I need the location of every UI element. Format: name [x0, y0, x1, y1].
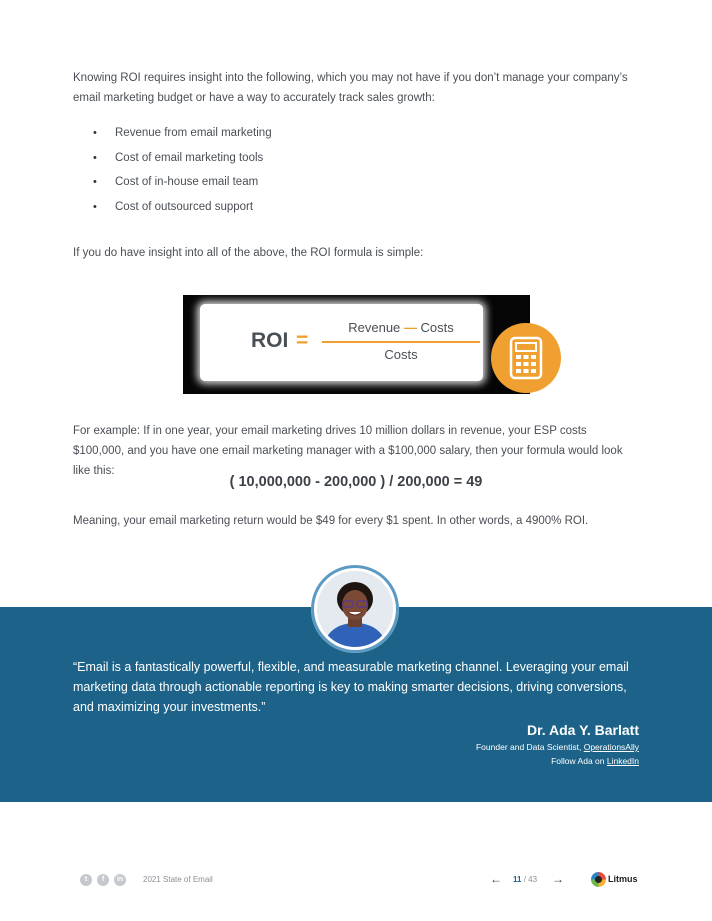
avatar: [317, 571, 393, 647]
page-separator: /: [521, 875, 529, 884]
roi-numerator-revenue: Revenue: [348, 320, 401, 335]
roi-denominator: Costs: [384, 347, 418, 362]
roi-equals-sign: =: [296, 329, 309, 352]
litmus-logo-text: Litmus: [608, 874, 638, 884]
follow-line: [551, 756, 639, 766]
document-title: 2021 State of Email: [143, 875, 213, 884]
roi-minus-sign: —: [403, 320, 417, 335]
roi-calculation: ( 10,000,000 - 200,000 ) / 200,000 = 49: [229, 474, 483, 490]
intro-paragraph: Knowing ROI requires insight into the following, which you may not have if you don’t manage your company’s email marketing budget or have a way to accurately track sales growth:: [73, 72, 628, 104]
page-indicator: [513, 875, 537, 884]
author-role: [476, 742, 639, 752]
linkedin-link[interactable]: LinkedIn: [606, 756, 639, 766]
list-item: • Revenue from email marketing: [93, 124, 272, 149]
roi-requirements-list: [93, 124, 272, 223]
next-page-icon[interactable]: →: [552, 872, 564, 886]
facebook-icon[interactable]: f: [97, 874, 109, 886]
litmus-logo-mark: [591, 872, 606, 887]
quote-author: Dr. Ada Y. Barlatt: [526, 722, 639, 738]
calculator-icon: [491, 323, 561, 393]
current-page: 11: [513, 875, 522, 884]
example-paragraph: For example: If in one year, your email marketing drives 10 million dollars in revenue, your ESP costs $100,000, and you have one email marketing manager with a $100,000 salary, then your formula would look like this:: [73, 425, 623, 477]
roi-label: ROI: [251, 329, 289, 352]
meaning-paragraph: Meaning, your email marketing return would be $49 for every $1 spent. In other words, a 4900% ROI.: [73, 515, 589, 527]
company-link[interactable]: OperationsAlly: [583, 742, 639, 752]
linkedin-icon[interactable]: in: [114, 874, 126, 886]
list-item: • Cost of email marketing tools: [93, 149, 272, 174]
testimonial-quote: “Email is a fantastically powerful, flexible, and measurable marketing channel. Leveraging your email marketing data through actionable reporting is key to making smarter decisions, driving conversions, and maximizing your investments.”: [73, 660, 629, 714]
page-footer: [0, 870, 712, 890]
total-pages: 43: [528, 875, 538, 884]
roi-fraction-line: [322, 341, 480, 343]
list-item: • Cost of outsourced support: [93, 198, 272, 223]
author-role-text: Founder and Data Scientist,: [475, 742, 584, 752]
list-item: • Cost of in-house email team: [93, 173, 272, 198]
formula-intro-paragraph: If you do have insight into all of the above, the ROI formula is simple:: [73, 247, 424, 259]
roi-numerator: [322, 320, 480, 335]
roi-numerator-costs: Costs: [420, 320, 454, 335]
twitter-icon[interactable]: t: [80, 874, 92, 886]
follow-text: Follow Ada on: [551, 756, 607, 766]
litmus-logo[interactable]: [591, 871, 638, 889]
previous-page-icon[interactable]: ←: [490, 872, 502, 886]
